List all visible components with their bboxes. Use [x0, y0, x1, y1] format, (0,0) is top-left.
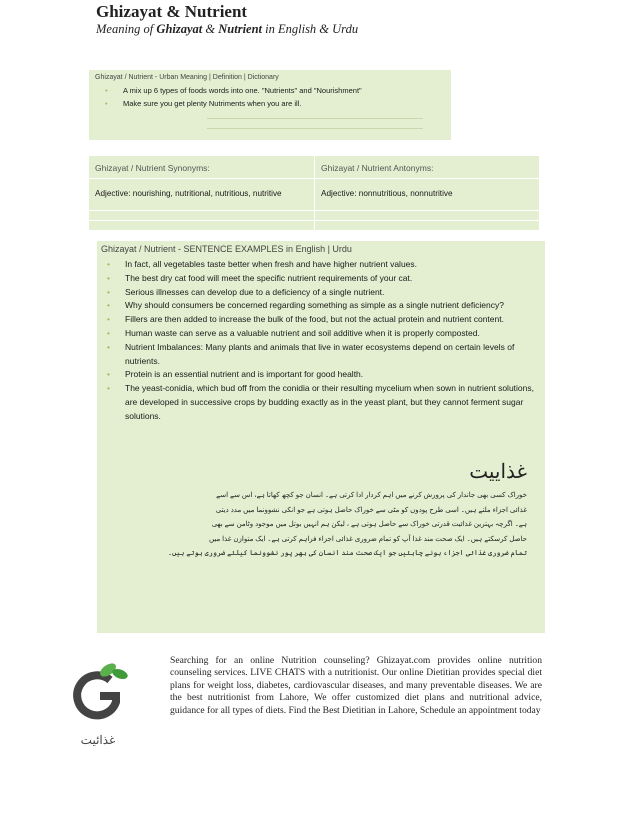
- divider: [207, 118, 423, 119]
- ghizayat-logo: [66, 660, 130, 750]
- subtitle-prefix: Meaning of: [96, 22, 157, 36]
- meaning-box: [89, 70, 451, 140]
- list-item: • Fillers are then added to increase the bulk of the food, but not the actual protein and nutrient content.: [125, 313, 545, 327]
- examples-header: Ghizayat / Nutrient - SENTENCE EXAMPLES in English | Urdu: [101, 244, 352, 254]
- list-item: • In fact, all vegetables taste better when fresh and have higher nutrient values.: [125, 258, 545, 272]
- divider: [315, 220, 539, 221]
- ad-paragraph: Searching for an online Nutrition counseling? Ghizayat.com provides online nutrition counseling services. LIVE CHATS with a nutritionist. Our online Dietitian provides special diet plans for weight loss, diabetes, cardiovascular diseases, and many preventable diseases. We are the best nutritionist from Lahore, We offer customized diet plans and nutritional advice, guidance for all types of diets. Find the Best Dietitian in Lahore, Schedule an appointment today: [170, 655, 542, 716]
- subtitle-word-ghizayat: Ghizayat: [156, 22, 203, 36]
- meaning-header: Ghizayat / Nutrient - Urban Meaning | Definition | Dictionary: [95, 74, 279, 81]
- urdu-line: غذائی اجزاء ملتے ہیں۔ اسی طرح پودوں کو مٹی سے خوراک حاصل ہوتی ہے جو انکی نشوونما میں مدد دیتی: [215, 506, 527, 514]
- divider: [207, 128, 423, 129]
- synonyms-text: Adjective: nourishing, nutritional, nutritious, nutritive: [95, 189, 282, 198]
- urdu-paragraph: [107, 489, 527, 562]
- divider: [89, 210, 314, 211]
- antonyms-text: Adjective: nonnutritious, nonnutritive: [321, 189, 453, 198]
- divider: [315, 210, 539, 211]
- urdu-heading: غذاییت: [469, 461, 527, 483]
- subtitle-amp: &: [202, 22, 219, 36]
- urdu-line: خوراک کسی بھی جاندار کی پرورش کرنے میں اہم کردار ادا کرتی ہے۔ انسان جو کچھ کھاتا ہے، اس سے اسے: [216, 492, 527, 499]
- meaning-list: [89, 84, 451, 110]
- divider: [315, 178, 539, 179]
- logo-g-icon: [66, 660, 130, 726]
- synonyms-cell: [89, 156, 315, 230]
- divider: [89, 178, 314, 179]
- synonyms-antonyms-table: [89, 156, 539, 230]
- list-item: • Make sure you get plenty Nutriments when you are ill.: [123, 97, 451, 110]
- urdu-line: تمام ضروری غذائی اجزاء ہونے چاہئیں جو ایک صحت مند انسان کی بھر پور نشوونما کیلئے ضروری ہوتے ہیں۔: [167, 550, 527, 558]
- examples-list: [97, 258, 545, 424]
- antonyms-cell: [315, 156, 539, 230]
- list-item: • The best dry cat food will meet the specific nutrient requirements of your cat.: [125, 272, 545, 286]
- divider: [89, 220, 314, 221]
- list-item: • Why should consumers be concerned regarding something as simple as a single nutrient deficiency?: [125, 299, 545, 313]
- antonyms-header: Ghizayat / Nutrient Antonyms:: [321, 163, 434, 173]
- list-item: • Protein is an essential nutrient and is important for good health.: [125, 368, 545, 382]
- list-item: • Serious illnesses can develop due to a deficiency of a single nutrient.: [125, 286, 545, 300]
- synonyms-header: Ghizayat / Nutrient Synonyms:: [95, 163, 210, 173]
- list-item: • Human waste can serve as a valuable nutrient and soil additive when it is properly composted.: [125, 327, 545, 341]
- page-subtitle: [96, 22, 358, 37]
- urdu-line: حاصل کرسکتے ہیں۔ ایک صحت مند غذا آپ کو تمام ضروری غذائی اجزاء فراہم کرتی ہے۔ ایک متوازن غذا میں: [209, 535, 527, 543]
- list-item: • A mix up 6 types of foods words into one. "Nutrients" and "Nourishment": [123, 84, 451, 97]
- subtitle-suffix: in English & Urdu: [262, 22, 359, 36]
- list-item: • The yeast-conidia, which bud off from the conidia or their resulting mycelium when sown in nutrient solutions, are developed in successive crops by budding exactly as in the yeast plant, but they cannot ferment sugar solutions.: [125, 382, 545, 423]
- page-title: Ghizayat & Nutrient: [96, 2, 248, 21]
- logo-text: غذائیت: [80, 733, 116, 747]
- urdu-line: ہے۔ اگرچہ بہترین غذائیت قدرتی خوراک سے حاصل ہوتی ہے ، لیکن ہم انہیں بوتل میں موجود وٹامن سے بھی: [211, 521, 527, 529]
- list-item: • Nutrient Imbalances: Many plants and animals that live in water ecosystems depend on certain levels of nutrients.: [125, 341, 545, 369]
- subtitle-word-nutrient: Nutrient: [218, 22, 263, 36]
- examples-box: [97, 241, 545, 633]
